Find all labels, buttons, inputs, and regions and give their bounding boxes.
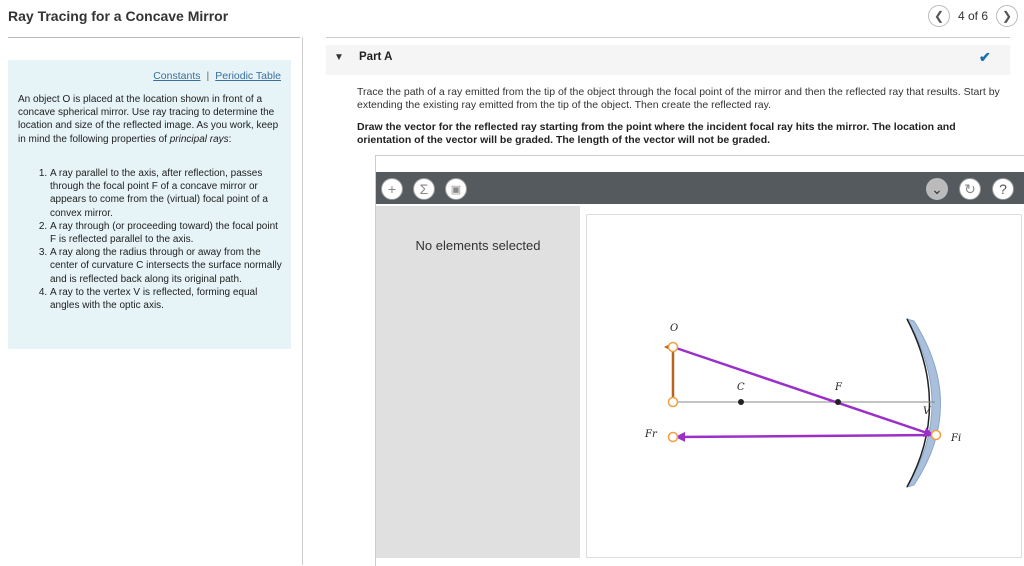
- label-focal: F: [835, 382, 842, 393]
- object-tip-handle[interactable]: [669, 343, 678, 352]
- ray-diagram[interactable]: [587, 215, 1023, 559]
- divider: [326, 37, 1010, 38]
- help-icon[interactable]: ?: [992, 178, 1014, 200]
- reflected-ray-tip-handle[interactable]: [669, 433, 678, 442]
- ray-handle[interactable]: [932, 431, 941, 440]
- periodic-table-link[interactable]: Periodic Table: [215, 70, 281, 82]
- drawing-canvas[interactable]: [586, 214, 1022, 558]
- list-item: 3. A ray along the radius through or away from the center of curvature C intersects the surface normally and is reflected back along its original path.: [50, 246, 285, 286]
- part-title: Part A: [359, 51, 393, 63]
- center-of-curvature-point: [738, 399, 744, 405]
- resource-links: Constants | Periodic Table: [153, 70, 281, 82]
- selection-status: No elements selected: [415, 238, 541, 253]
- concave-mirror: [907, 319, 941, 487]
- reset-icon[interactable]: ↻: [959, 178, 981, 200]
- label-vertex: V: [923, 406, 931, 417]
- trash-icon[interactable]: ▣: [445, 178, 467, 200]
- focal-point: [835, 399, 841, 405]
- checkmark-icon: ✔: [979, 49, 991, 65]
- sigma-icon[interactable]: Σ: [413, 178, 435, 200]
- list-item: 2. A ray through (or proceeding toward) the focal point F is reflected parallel to the axis.: [50, 220, 285, 246]
- chevron-right-icon[interactable]: ❯: [996, 5, 1018, 27]
- chevron-down-icon[interactable]: ⌄: [926, 178, 948, 200]
- add-icon[interactable]: +: [381, 178, 403, 200]
- instructions-bold: Draw the vector for the reflected ray starting from the point where the incident focal ray hits the mirror. The location and orientation of the vector will be graded. The length of the vector will not be graded.: [357, 121, 956, 146]
- intro-text: An object O is placed at the location shown in front of a concave spherical mirror. Use ray tracing to determine the location and size of the reflected image. As you work, keep in mind the following properties of principal rays:: [18, 94, 279, 145]
- info-panel: [8, 60, 291, 349]
- label-object: O: [670, 323, 679, 334]
- constants-link[interactable]: Constants: [153, 70, 201, 82]
- caret-down-icon[interactable]: ▼: [334, 52, 344, 63]
- divider: [8, 37, 300, 38]
- principal-rays-list: [18, 167, 285, 312]
- pager: [928, 5, 1018, 27]
- vertical-divider: [302, 37, 303, 565]
- label-fr: Fr: [645, 429, 657, 440]
- object-base-handle[interactable]: [669, 398, 678, 407]
- chevron-left-icon[interactable]: ❮: [928, 5, 950, 27]
- part-header[interactable]: [326, 45, 1010, 75]
- list-item: 4. A ray to the vertex V is reflected, forming equal angles with the optic axis.: [50, 286, 285, 312]
- page-indicator: 4 of 6: [957, 9, 988, 23]
- label-fi: Fi: [951, 433, 962, 444]
- instructions: Trace the path of a ray emitted from the tip of the object through the focal point of the mirror and then the reflected ray that results. Start by extending the existing ray emitted from the tip of the object. Then create the reflected ray.: [357, 86, 1000, 111]
- incident-ray: [673, 347, 933, 435]
- reflected-ray[interactable]: [676, 435, 933, 437]
- page-title: Ray Tracing for a Concave Mirror: [8, 8, 229, 24]
- list-item: 1. A ray parallel to the axis, after reflection, passes through the focal point F of a concave mirror or appears to come from the (virtual) focal point of a convex mirror.: [50, 167, 285, 220]
- selection-pane: [376, 206, 580, 558]
- label-center: C: [737, 382, 745, 393]
